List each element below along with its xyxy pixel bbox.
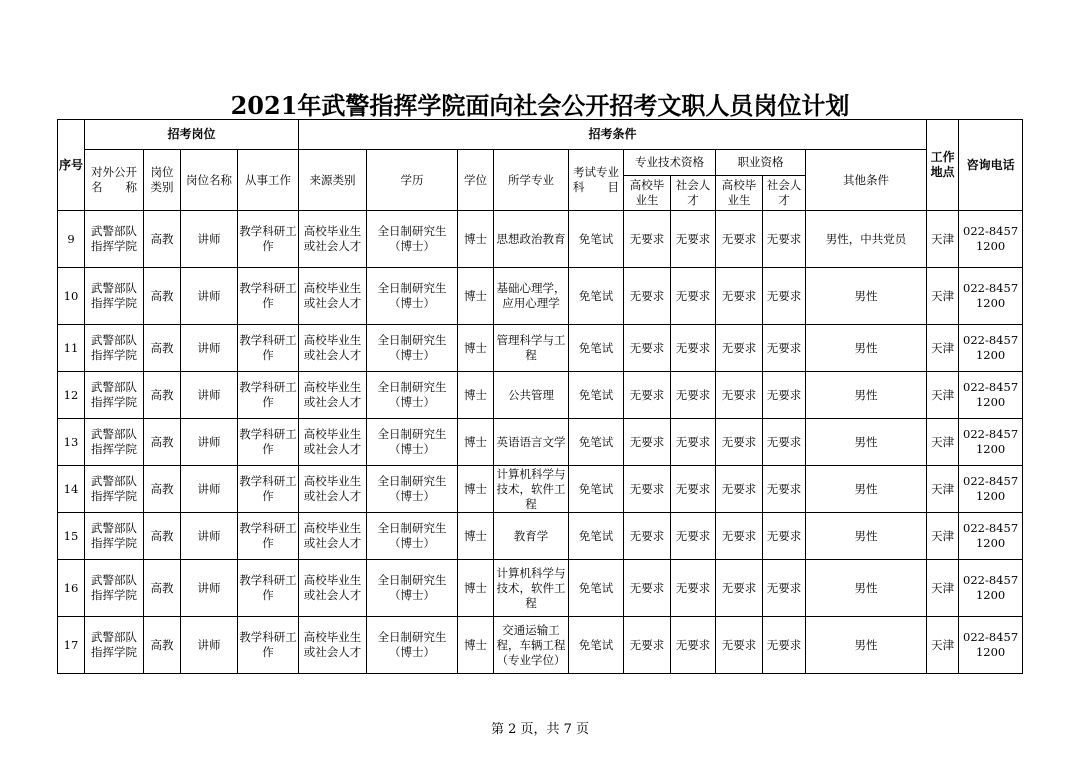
cell-phone: 022-84571200 bbox=[959, 617, 1023, 674]
cell-tech-social: 无要求 bbox=[671, 268, 716, 325]
cell-voc-grad: 无要求 bbox=[716, 466, 763, 513]
cell-phone: 022-84571200 bbox=[959, 560, 1023, 617]
cell-post-type: 高教 bbox=[144, 513, 181, 560]
cell-post-type: 高教 bbox=[144, 466, 181, 513]
cell-post-type: 高教 bbox=[144, 419, 181, 466]
cell-source: 高校毕业生或社会人才 bbox=[299, 617, 367, 674]
cell-major: 英语语言文学 bbox=[494, 419, 569, 466]
header-post-name: 岗位名称 bbox=[181, 150, 238, 211]
header-tech-grad: 高校毕业生 bbox=[624, 176, 671, 211]
cell-location: 天津 bbox=[927, 419, 959, 466]
cell-location: 天津 bbox=[927, 211, 959, 268]
cell-education: 全日制研究生（博士） bbox=[367, 466, 458, 513]
cell-voc-social: 无要求 bbox=[763, 372, 806, 419]
cell-exam: 免笔试 bbox=[569, 211, 624, 268]
cell-post-name: 讲师 bbox=[181, 560, 238, 617]
cell-other: 男性 bbox=[806, 617, 927, 674]
cell-degree: 博士 bbox=[458, 560, 494, 617]
cell-phone: 022-84571200 bbox=[959, 268, 1023, 325]
header-phone: 咨询电话 bbox=[959, 120, 1023, 211]
cell-voc-social: 无要求 bbox=[763, 419, 806, 466]
header-tech-social: 社会人才 bbox=[671, 176, 716, 211]
cell-phone: 022-84571200 bbox=[959, 211, 1023, 268]
cell-education: 全日制研究生（博士） bbox=[367, 372, 458, 419]
cell-location: 天津 bbox=[927, 513, 959, 560]
cell-major: 交通运输工程，车辆工程（专业学位） bbox=[494, 617, 569, 674]
cell-post-type: 高教 bbox=[144, 617, 181, 674]
cell-tech-grad: 无要求 bbox=[624, 211, 671, 268]
cell-exam: 免笔试 bbox=[569, 268, 624, 325]
cell-work: 教学科研工作 bbox=[238, 372, 299, 419]
cell-other: 男性 bbox=[806, 268, 927, 325]
header-post-type: 岗位类别 bbox=[144, 150, 181, 211]
cell-seq: 13 bbox=[58, 419, 85, 466]
cell-location: 天津 bbox=[927, 466, 959, 513]
table-row bbox=[58, 211, 1023, 268]
cell-major: 计算机科学与技术，软件工程 bbox=[494, 560, 569, 617]
cell-education: 全日制研究生（博士） bbox=[367, 513, 458, 560]
cell-degree: 博士 bbox=[458, 617, 494, 674]
cell-exam: 免笔试 bbox=[569, 513, 624, 560]
cell-phone: 022-84571200 bbox=[959, 466, 1023, 513]
cell-education: 全日制研究生（博士） bbox=[367, 419, 458, 466]
cell-tech-grad: 无要求 bbox=[624, 419, 671, 466]
cell-source: 高校毕业生或社会人才 bbox=[299, 513, 367, 560]
cell-voc-grad: 无要求 bbox=[716, 268, 763, 325]
cell-exam: 免笔试 bbox=[569, 617, 624, 674]
cell-other: 男性 bbox=[806, 372, 927, 419]
cell-voc-social: 无要求 bbox=[763, 513, 806, 560]
cell-voc-social: 无要求 bbox=[763, 268, 806, 325]
cell-tech-social: 无要求 bbox=[671, 617, 716, 674]
cell-work: 教学科研工作 bbox=[238, 560, 299, 617]
cell-seq: 15 bbox=[58, 513, 85, 560]
cell-tech-social: 无要求 bbox=[671, 325, 716, 372]
cell-voc-grad: 无要求 bbox=[716, 560, 763, 617]
cell-other: 男性 bbox=[806, 513, 927, 560]
cell-post-type: 高教 bbox=[144, 560, 181, 617]
cell-work: 教学科研工作 bbox=[238, 325, 299, 372]
cell-major: 管理科学与工程 bbox=[494, 325, 569, 372]
cell-source: 高校毕业生或社会人才 bbox=[299, 268, 367, 325]
cell-unit: 武警部队指挥学院 bbox=[85, 268, 144, 325]
table-row bbox=[58, 419, 1023, 466]
cell-post-type: 高教 bbox=[144, 211, 181, 268]
header-source: 来源类别 bbox=[299, 150, 367, 211]
cell-post-name: 讲师 bbox=[181, 466, 238, 513]
cell-seq: 14 bbox=[58, 466, 85, 513]
header-exam: 考试专业科 目 bbox=[569, 150, 624, 211]
cell-degree: 博士 bbox=[458, 372, 494, 419]
cell-tech-grad: 无要求 bbox=[624, 466, 671, 513]
cell-unit: 武警部队指挥学院 bbox=[85, 325, 144, 372]
cell-post-name: 讲师 bbox=[181, 617, 238, 674]
header-group-post: 招考岗位 bbox=[85, 120, 299, 150]
cell-post-name: 讲师 bbox=[181, 419, 238, 466]
cell-work: 教学科研工作 bbox=[238, 268, 299, 325]
cell-degree: 博士 bbox=[458, 419, 494, 466]
cell-phone: 022-84571200 bbox=[959, 372, 1023, 419]
header-work: 从事工作 bbox=[238, 150, 299, 211]
table-row bbox=[58, 466, 1023, 513]
cell-voc-grad: 无要求 bbox=[716, 211, 763, 268]
cell-voc-social: 无要求 bbox=[763, 617, 806, 674]
cell-degree: 博士 bbox=[458, 325, 494, 372]
cell-location: 天津 bbox=[927, 268, 959, 325]
cell-voc-social: 无要求 bbox=[763, 560, 806, 617]
cell-education: 全日制研究生（博士） bbox=[367, 560, 458, 617]
cell-location: 天津 bbox=[927, 617, 959, 674]
cell-seq: 11 bbox=[58, 325, 85, 372]
cell-unit: 武警部队指挥学院 bbox=[85, 560, 144, 617]
cell-voc-social: 无要求 bbox=[763, 325, 806, 372]
cell-phone: 022-84571200 bbox=[959, 513, 1023, 560]
cell-post-name: 讲师 bbox=[181, 325, 238, 372]
header-degree: 学位 bbox=[458, 150, 494, 211]
table-row bbox=[58, 617, 1023, 674]
cell-other: 男性，中共党员 bbox=[806, 211, 927, 268]
cell-tech-social: 无要求 bbox=[671, 560, 716, 617]
cell-post-type: 高教 bbox=[144, 372, 181, 419]
cell-seq: 16 bbox=[58, 560, 85, 617]
table-row bbox=[58, 560, 1023, 617]
job-plan-table bbox=[57, 119, 1023, 674]
cell-tech-grad: 无要求 bbox=[624, 325, 671, 372]
header-major: 所学专业 bbox=[494, 150, 569, 211]
cell-source: 高校毕业生或社会人才 bbox=[299, 466, 367, 513]
cell-work: 教学科研工作 bbox=[238, 513, 299, 560]
header-voc-grad: 高校毕业生 bbox=[716, 176, 763, 211]
cell-degree: 博士 bbox=[458, 513, 494, 560]
cell-tech-grad: 无要求 bbox=[624, 560, 671, 617]
header-tech-qualification: 专业技术资格 bbox=[624, 150, 716, 176]
table-row bbox=[58, 325, 1023, 372]
cell-education: 全日制研究生（博士） bbox=[367, 268, 458, 325]
cell-post-name: 讲师 bbox=[181, 372, 238, 419]
cell-unit: 武警部队指挥学院 bbox=[85, 211, 144, 268]
header-other-conditions: 其他条件 bbox=[806, 150, 927, 211]
cell-degree: 博士 bbox=[458, 466, 494, 513]
cell-source: 高校毕业生或社会人才 bbox=[299, 325, 367, 372]
cell-unit: 武警部队指挥学院 bbox=[85, 419, 144, 466]
cell-voc-grad: 无要求 bbox=[716, 617, 763, 674]
cell-source: 高校毕业生或社会人才 bbox=[299, 372, 367, 419]
cell-voc-social: 无要求 bbox=[763, 211, 806, 268]
cell-tech-social: 无要求 bbox=[671, 513, 716, 560]
cell-work: 教学科研工作 bbox=[238, 419, 299, 466]
cell-education: 全日制研究生（博士） bbox=[367, 211, 458, 268]
cell-voc-grad: 无要求 bbox=[716, 513, 763, 560]
cell-post-name: 讲师 bbox=[181, 268, 238, 325]
cell-degree: 博士 bbox=[458, 211, 494, 268]
table-row bbox=[58, 268, 1023, 325]
cell-other: 男性 bbox=[806, 466, 927, 513]
cell-post-type: 高教 bbox=[144, 325, 181, 372]
header-education: 学历 bbox=[367, 150, 458, 211]
cell-seq: 12 bbox=[58, 372, 85, 419]
cell-unit: 武警部队指挥学院 bbox=[85, 372, 144, 419]
cell-unit: 武警部队指挥学院 bbox=[85, 617, 144, 674]
cell-education: 全日制研究生（博士） bbox=[367, 617, 458, 674]
cell-tech-grad: 无要求 bbox=[624, 513, 671, 560]
cell-exam: 免笔试 bbox=[569, 419, 624, 466]
cell-source: 高校毕业生或社会人才 bbox=[299, 560, 367, 617]
cell-tech-grad: 无要求 bbox=[624, 372, 671, 419]
table-row bbox=[58, 372, 1023, 419]
header-seq: 序号 bbox=[58, 120, 85, 211]
cell-post-name: 讲师 bbox=[181, 513, 238, 560]
cell-exam: 免笔试 bbox=[569, 560, 624, 617]
cell-voc-grad: 无要求 bbox=[716, 325, 763, 372]
cell-work: 教学科研工作 bbox=[238, 617, 299, 674]
header-group-conditions: 招考条件 bbox=[299, 120, 927, 150]
cell-tech-social: 无要求 bbox=[671, 211, 716, 268]
table-row bbox=[58, 513, 1023, 560]
cell-tech-social: 无要求 bbox=[671, 466, 716, 513]
cell-post-type: 高教 bbox=[144, 268, 181, 325]
cell-work: 教学科研工作 bbox=[238, 211, 299, 268]
cell-degree: 博士 bbox=[458, 268, 494, 325]
cell-tech-grad: 无要求 bbox=[624, 268, 671, 325]
cell-exam: 免笔试 bbox=[569, 372, 624, 419]
header-vocational-qualification: 职业资格 bbox=[716, 150, 806, 176]
cell-location: 天津 bbox=[927, 372, 959, 419]
cell-voc-grad: 无要求 bbox=[716, 419, 763, 466]
cell-voc-social: 无要求 bbox=[763, 466, 806, 513]
cell-seq: 10 bbox=[58, 268, 85, 325]
cell-exam: 免笔试 bbox=[569, 466, 624, 513]
cell-voc-grad: 无要求 bbox=[716, 372, 763, 419]
cell-tech-social: 无要求 bbox=[671, 419, 716, 466]
cell-major: 思想政治教育 bbox=[494, 211, 569, 268]
page-footer: 第 2 页，共 7 页 bbox=[490, 722, 590, 737]
cell-seq: 9 bbox=[58, 211, 85, 268]
header-location: 工作地点 bbox=[927, 120, 959, 211]
cell-education: 全日制研究生（博士） bbox=[367, 325, 458, 372]
cell-source: 高校毕业生或社会人才 bbox=[299, 419, 367, 466]
cell-phone: 022-84571200 bbox=[959, 419, 1023, 466]
cell-other: 男性 bbox=[806, 325, 927, 372]
header-unit: 对外公开名 称 bbox=[85, 150, 144, 211]
cell-tech-grad: 无要求 bbox=[624, 617, 671, 674]
cell-seq: 17 bbox=[58, 617, 85, 674]
page-title: 2021年武警指挥学院面向社会公开招考文职人员岗位计划 bbox=[230, 91, 850, 120]
cell-source: 高校毕业生或社会人才 bbox=[299, 211, 367, 268]
cell-unit: 武警部队指挥学院 bbox=[85, 466, 144, 513]
cell-unit: 武警部队指挥学院 bbox=[85, 513, 144, 560]
cell-post-name: 讲师 bbox=[181, 211, 238, 268]
cell-tech-social: 无要求 bbox=[671, 372, 716, 419]
cell-major: 公共管理 bbox=[494, 372, 569, 419]
cell-phone: 022-84571200 bbox=[959, 325, 1023, 372]
cell-location: 天津 bbox=[927, 560, 959, 617]
cell-major: 基础心理学，应用心理学 bbox=[494, 268, 569, 325]
header-voc-social: 社会人才 bbox=[763, 176, 806, 211]
cell-work: 教学科研工作 bbox=[238, 466, 299, 513]
cell-exam: 免笔试 bbox=[569, 325, 624, 372]
cell-major: 计算机科学与技术，软件工程 bbox=[494, 466, 569, 513]
cell-major: 教育学 bbox=[494, 513, 569, 560]
cell-other: 男性 bbox=[806, 419, 927, 466]
cell-other: 男性 bbox=[806, 560, 927, 617]
cell-location: 天津 bbox=[927, 325, 959, 372]
